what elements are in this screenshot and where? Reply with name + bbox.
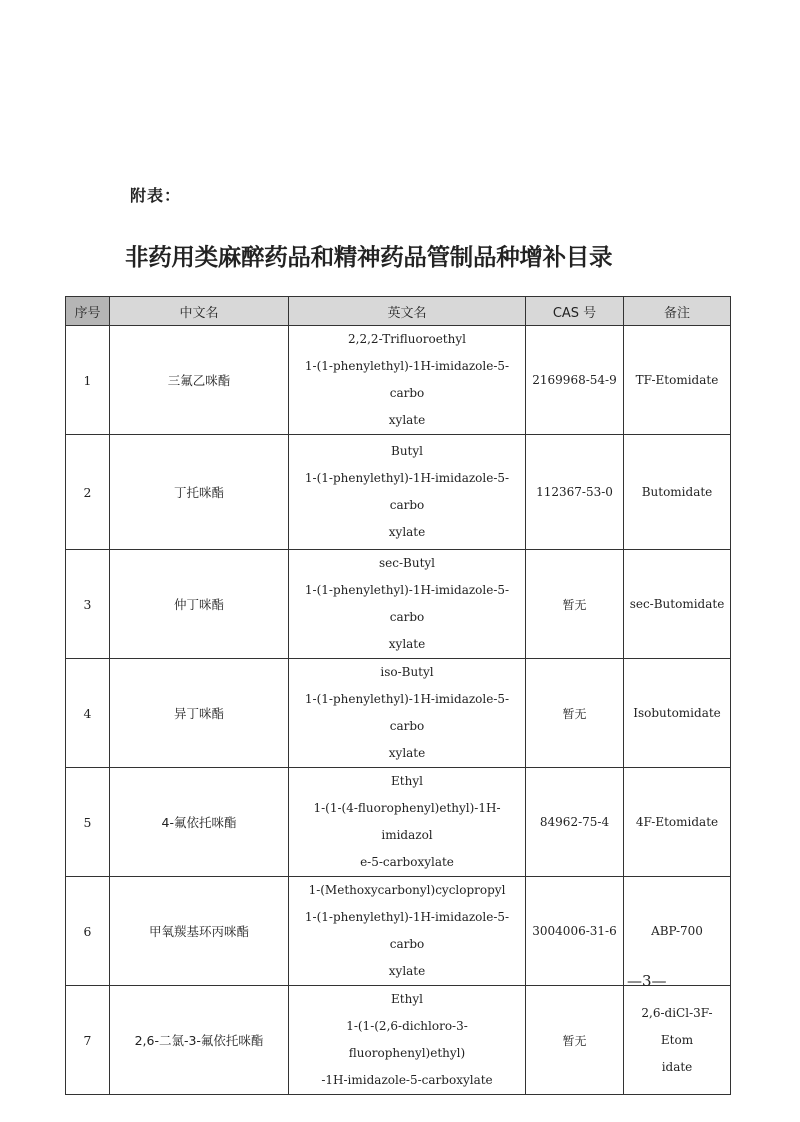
- row-number: 6: [66, 877, 110, 986]
- english-name-line: Ethyl: [391, 774, 423, 788]
- row-number: 1: [66, 326, 110, 435]
- note: 4F-Etomidate: [624, 768, 731, 877]
- english-name-line: 1-(1-phenylethyl)-1H-imidazole-5-carbo: [304, 583, 510, 624]
- english-name-line: 1-(Methoxycarbonyl)cyclopropyl: [308, 883, 506, 897]
- page-title: 非药用类麻醉药品和精神药品管制品种增补目录: [125, 243, 613, 271]
- note: Butomidate: [624, 435, 731, 550]
- attachment-label: 附表：: [130, 186, 182, 205]
- english-name: [289, 768, 526, 877]
- table-row: [66, 550, 731, 659]
- english-name: [289, 326, 526, 435]
- column-header-cn-name: 中文名: [110, 297, 289, 326]
- note: Isobutomidate: [624, 659, 731, 768]
- english-name-line: Butyl: [391, 444, 423, 458]
- cas-number: 暂无: [526, 550, 624, 659]
- table-row: [66, 659, 731, 768]
- column-header-no: 序号: [66, 297, 110, 326]
- chinese-name: 三氟乙咪酯: [110, 326, 289, 435]
- row-number: 7: [66, 986, 110, 1095]
- row-number: 2: [66, 435, 110, 550]
- english-name-line: xylate: [388, 964, 426, 978]
- english-name: [289, 550, 526, 659]
- cas-number: 3004006-31-6: [526, 877, 624, 986]
- english-name-line: 1-(1-phenylethyl)-1H-imidazole-5-carbo: [304, 471, 510, 512]
- table-header-row: [66, 297, 731, 326]
- english-name-line: xylate: [388, 637, 426, 651]
- cas-number: 112367-53-0: [526, 435, 624, 550]
- english-name: [289, 986, 526, 1095]
- chinese-name: 丁托咪酯: [110, 435, 289, 550]
- english-name-line: 1-(1-phenylethyl)-1H-imidazole-5-carbo: [304, 910, 510, 951]
- chinese-name: 4-氟依托咪酯: [110, 768, 289, 877]
- note-line: 2,6-diCl-3F-Etom: [641, 1005, 713, 1047]
- note: ABP-700: [624, 877, 731, 986]
- english-name-line: Ethyl: [391, 992, 423, 1006]
- english-name-line: 1-(1-phenylethyl)-1H-imidazole-5-carbo: [304, 692, 510, 733]
- english-name-line: xylate: [388, 413, 426, 427]
- chinese-name: 2,6-二氯-3-氟依托咪酯: [110, 986, 289, 1095]
- english-name-line: iso-Butyl: [380, 665, 434, 679]
- english-name-line: xylate: [388, 746, 426, 760]
- note: [624, 986, 731, 1095]
- english-name: [289, 659, 526, 768]
- row-number: 5: [66, 768, 110, 877]
- table-row: [66, 435, 731, 550]
- column-header-note: 备注: [624, 297, 731, 326]
- chinese-name: 仲丁咪酯: [110, 550, 289, 659]
- table-row: [66, 768, 731, 877]
- english-name-line: e-5-carboxylate: [360, 855, 454, 869]
- cas-number: 84962-75-4: [526, 768, 624, 877]
- row-number: 3: [66, 550, 110, 659]
- table-row: [66, 877, 731, 986]
- note: sec-Butomidate: [624, 550, 731, 659]
- english-name-line: 1-(1-(4-fluorophenyl)ethyl)-1H-imidazol: [313, 801, 501, 842]
- english-name: [289, 435, 526, 550]
- cas-number: 2169968-54-9: [526, 326, 624, 435]
- cas-number: 暂无: [526, 659, 624, 768]
- row-number: 4: [66, 659, 110, 768]
- note: TF-Etomidate: [624, 326, 731, 435]
- english-name-line: 2,2,2-Trifluoroethyl: [348, 332, 466, 346]
- column-header-en-name: 英文名: [289, 297, 526, 326]
- table-row: [66, 326, 731, 435]
- english-name-line: 1-(1-phenylethyl)-1H-imidazole-5-carbo: [304, 359, 510, 400]
- english-name-line: sec-Butyl: [378, 556, 436, 570]
- chinese-name: 甲氧羰基环丙咪酯: [110, 877, 289, 986]
- cas-number: 暂无: [526, 986, 624, 1095]
- english-name-line: -1H-imidazole-5-carboxylate: [321, 1073, 493, 1087]
- column-header-cas: CAS 号: [526, 297, 624, 326]
- note-line: idate: [661, 1059, 693, 1074]
- english-name: [289, 877, 526, 986]
- table-row: [66, 986, 731, 1095]
- chinese-name: 异丁咪酯: [110, 659, 289, 768]
- page-number: —3—: [627, 972, 667, 990]
- english-name-line: xylate: [388, 525, 426, 539]
- english-name-line: 1-(1-(2,6-dichloro-3-fluorophenyl)ethyl): [346, 1019, 468, 1060]
